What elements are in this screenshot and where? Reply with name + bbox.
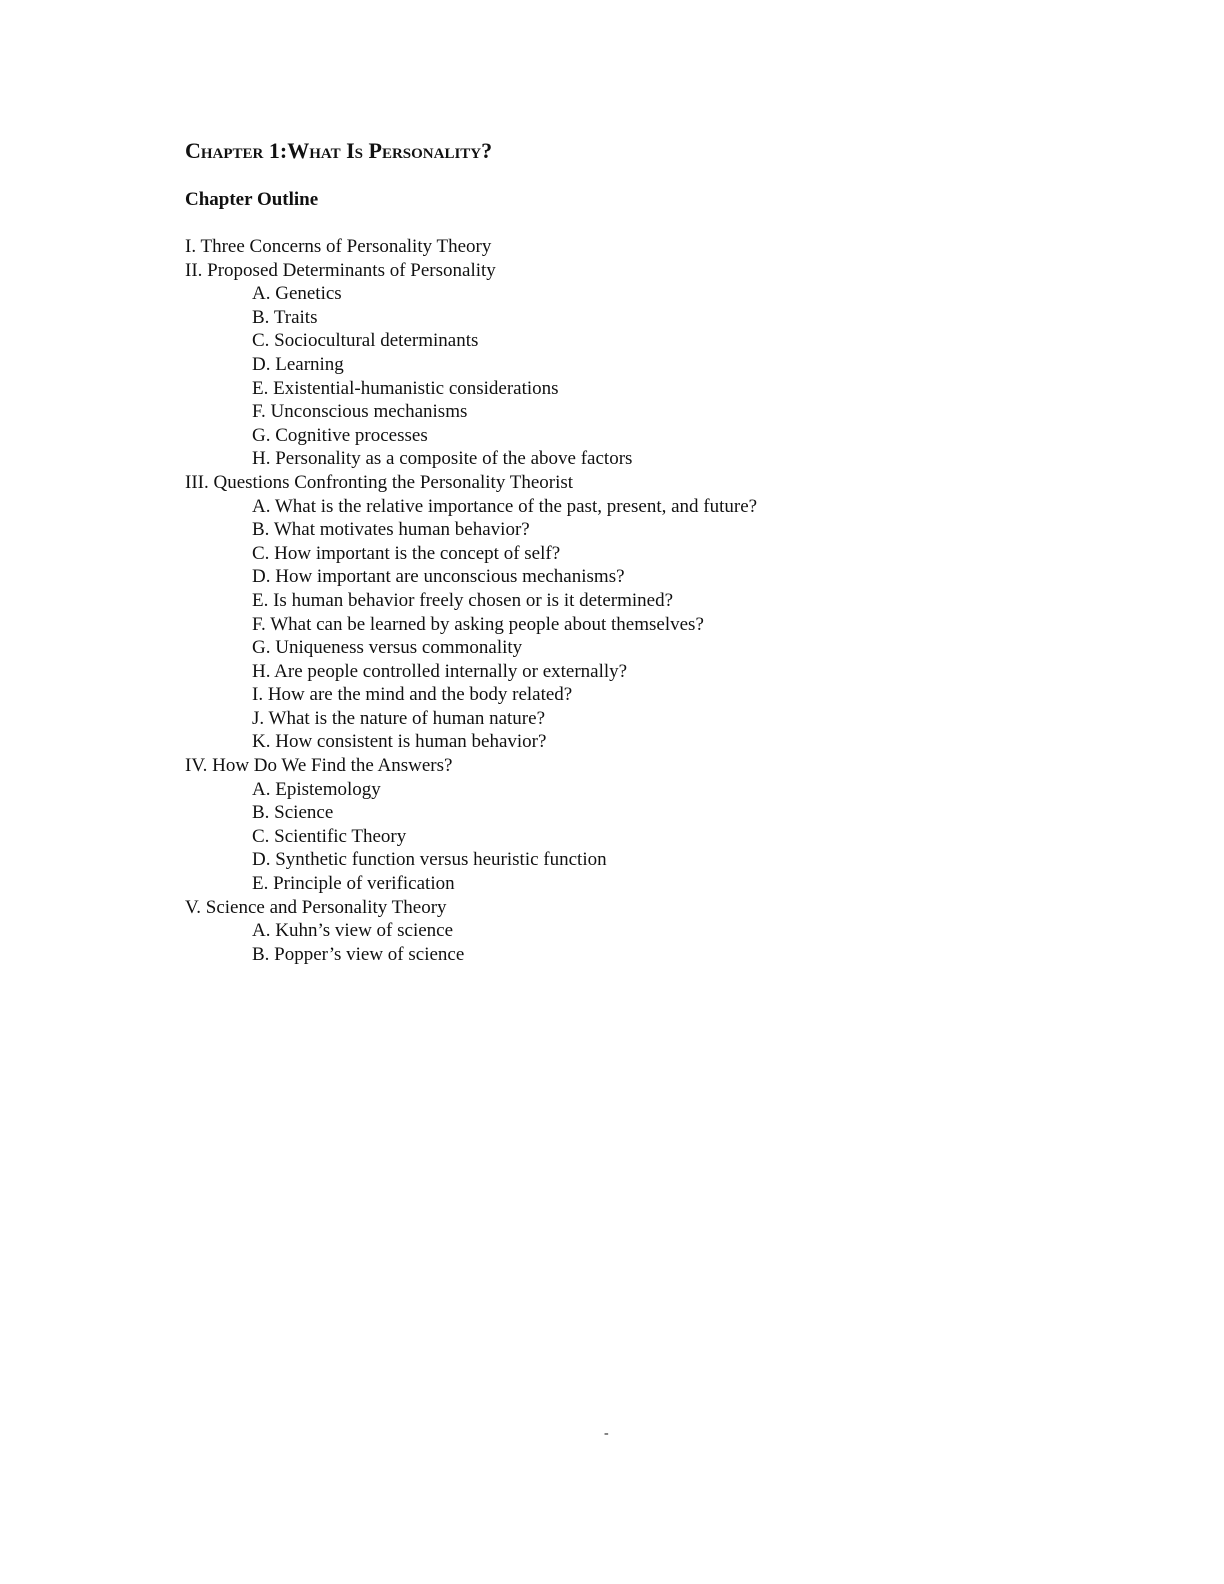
- outline-item-main: III. Questions Confronting the Personality Theorist: [185, 471, 574, 493]
- outline-item-main: I. Three Concerns of Personality Theory: [185, 236, 492, 257]
- outline-item-sub: E. Is human behavior freely chosen or is it determined?: [252, 589, 674, 611]
- outline-item-sub: A. Epistemology: [252, 778, 381, 800]
- outline-item-sub: B. What motivates human behavior?: [252, 519, 530, 541]
- outline-item-sub: I. How are the mind and the body related?: [252, 684, 573, 706]
- outline-item-sub: A. Kuhn’s view of science: [252, 920, 454, 942]
- outline-item-sub: C. Sociocultural determinants: [252, 330, 479, 352]
- outline-item-sub: B. Traits: [252, 306, 318, 328]
- outline-item-sub: D. Learning: [252, 353, 344, 375]
- outline-item-sub: D. Synthetic function versus heuristic function: [252, 849, 607, 871]
- outline-item-sub: G. Cognitive processes: [252, 424, 428, 446]
- outline-item-sub: H. Are people controlled internally or externally?: [252, 660, 628, 682]
- outline-item-sub: B. Science: [252, 802, 334, 824]
- outline-item-main: II. Proposed Determinants of Personality: [185, 259, 496, 281]
- section-heading: Chapter Outline: [185, 189, 319, 210]
- outline-item-sub: J. What is the nature of human nature?: [252, 707, 545, 729]
- outline-item-main: IV. How Do We Find the Answers?: [185, 755, 453, 777]
- outline-item-main: V. Science and Personality Theory: [185, 896, 447, 918]
- outline-item-sub: A. Genetics: [252, 283, 342, 305]
- outline-item-sub: F. What can be learned by asking people about themselves?: [252, 613, 704, 635]
- outline-item-sub: G. Uniqueness versus commonality: [252, 637, 523, 659]
- outline-item-sub: A. What is the relative importance of the past, present, and future?: [252, 495, 758, 517]
- outline-item-sub: D. How important are unconscious mechanisms?: [252, 566, 625, 588]
- outline-item-sub: E. Existential-humanistic considerations: [252, 377, 559, 399]
- outline-item-sub: K. How consistent is human behavior?: [252, 731, 547, 753]
- outline-item-sub: E. Principle of verification: [252, 873, 455, 895]
- outline-item-sub: C. Scientific Theory: [252, 825, 407, 847]
- outline-item-sub: C. How important is the concept of self?: [252, 542, 561, 564]
- page-number: -: [604, 1426, 609, 1441]
- chapter-outline-list: [185, 235, 757, 966]
- outline-item-sub: B. Popper’s view of science: [252, 943, 465, 965]
- outline-item-sub: H. Personality as a composite of the above factors: [252, 448, 633, 470]
- chapter-title: Chapter 1:What Is Personality?: [185, 138, 493, 163]
- outline-item-sub: F. Unconscious mechanisms: [252, 401, 468, 423]
